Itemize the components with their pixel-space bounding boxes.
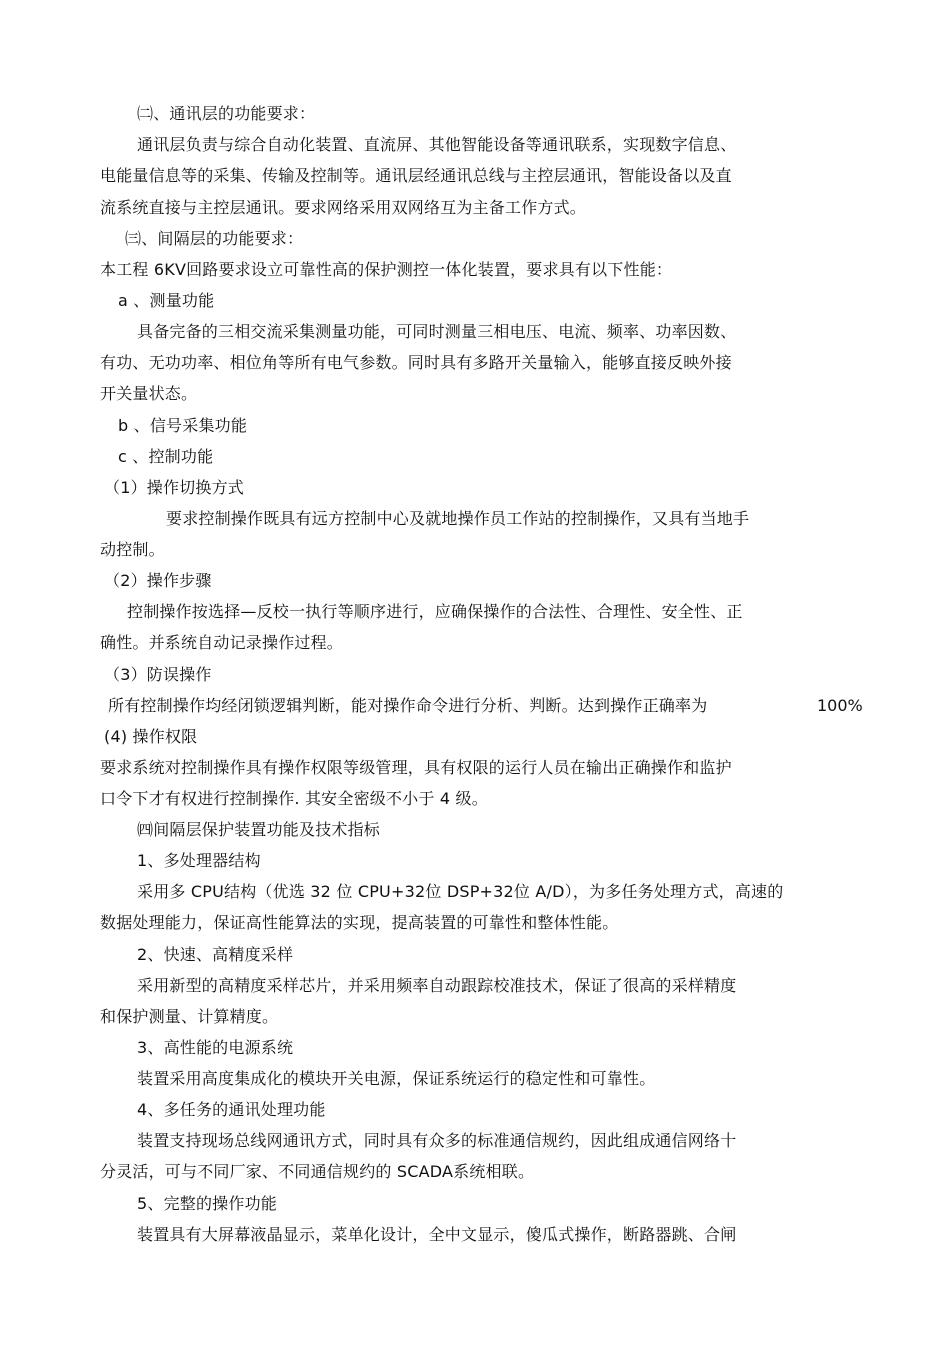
item-heading-switch-mode: （1）操作切换方式 — [104, 478, 244, 497]
numbered-heading: 2、快速、高精度采样 — [137, 945, 294, 964]
item-heading-anti-misoperation: （3）防误操作 — [104, 665, 212, 684]
section-heading-bay-layer: ㈢、间隔层的功能要求： — [125, 229, 304, 248]
item-heading-operation-steps: （2）操作步骤 — [104, 571, 212, 590]
accuracy-value: 100% — [817, 696, 863, 715]
paragraph-line: 口令下才有权进行控制操作. 其安全密级不小于 4 级。 — [100, 789, 488, 808]
paragraph-line: 要求系统对控制操作具有操作权限等级管理，具有权限的运行人员在输出正确操作和监护 — [100, 758, 732, 777]
paragraph-line: 有功、无功功率、相位角等所有电气参数。同时具有多路开关量输入，能够直接反映外接 — [100, 353, 732, 372]
paragraph-line: 分灵活，可与不同厂家、不同通信规约的 SCADA系统相联。 — [100, 1162, 535, 1181]
paragraph-line: 数据处理能力，保证高性能算法的实现，提高装置的可靠性和整体性能。 — [100, 913, 619, 932]
paragraph-line: 所有控制操作均经闭锁逻辑判断，能对操作命令进行分析、判断。达到操作正确率为 — [108, 696, 708, 715]
paragraph-line: 通讯层负责与综合自动化装置、直流屏、其他智能设备等通讯联系，实现数字信息、 — [137, 135, 737, 154]
subheading-measurement: a 、测量功能 — [118, 291, 215, 310]
paragraph-line: 流系统直接与主控层通讯。要求网络采用双网络互为主备工作方式。 — [100, 198, 587, 217]
numbered-heading: 5、完整的操作功能 — [137, 1194, 277, 1213]
paragraph-line: 动控制。 — [100, 540, 165, 559]
paragraph-line: 和保护测量、计算精度。 — [100, 1007, 279, 1026]
paragraph-line: 具备完备的三相交流采集测量功能，可同时测量三相电压、电流、频率、功率因数、 — [137, 322, 737, 341]
paragraph-line: 装置采用高度集成化的模块开关电源，保证系统运行的稳定性和可靠性。 — [137, 1069, 656, 1088]
paragraph-line: 控制操作按选择—反校一执行等顺序进行，应确保操作的合法性、合理性、安全性、正 — [127, 602, 743, 621]
paragraph-line: 确性。并系统自动记录操作过程。 — [100, 633, 344, 652]
paragraph-line: 装置支持现场总线网通讯方式，同时具有众多的标准通信规约，因此组成通信网络十 — [137, 1131, 737, 1150]
paragraph-line: 开关量状态。 — [100, 384, 198, 403]
numbered-heading: 4、多任务的通讯处理功能 — [137, 1100, 326, 1119]
paragraph-line: 采用新型的高精度采样芯片，并采用频率自动跟踪校准技术，保证了很高的采样精度 — [137, 976, 737, 995]
subheading-signal-acquisition: b 、信号采集功能 — [118, 416, 248, 435]
paragraph-line: 电能量信息等的采集、传输及控制等。通讯层经通讯总线与主控层通讯，智能设备以及直 — [100, 166, 732, 185]
paragraph-line: 要求控制操作既具有远方控制中心及就地操作员工作站的控制操作，又具有当地手 — [166, 509, 750, 528]
section-heading-communication-layer: ㈡、通讯层的功能要求： — [137, 104, 316, 123]
subheading-control: c 、控制功能 — [118, 447, 214, 466]
item-heading-permissions: (4) 操作权限 — [104, 727, 198, 746]
numbered-heading: 1、多处理器结构 — [137, 851, 261, 870]
section-heading-protection-device: ㈣间隔层保护装置功能及技术指标 — [137, 820, 381, 839]
paragraph-line: 本工程 6KV回路要求设立可靠性高的保护测控一体化装置，要求具有以下性能： — [100, 260, 673, 279]
paragraph-line: 采用多 CPU结构（优选 32 位 CPU+32位 DSP+32位 A/D），为多任务处理方式，高速的 — [137, 882, 784, 901]
paragraph-line: 装置具有大屏幕液晶显示，菜单化设计，全中文显示，傻瓜式操作，断路器跳、合闸 — [137, 1225, 737, 1244]
numbered-heading: 3、高性能的电源系统 — [137, 1038, 294, 1057]
